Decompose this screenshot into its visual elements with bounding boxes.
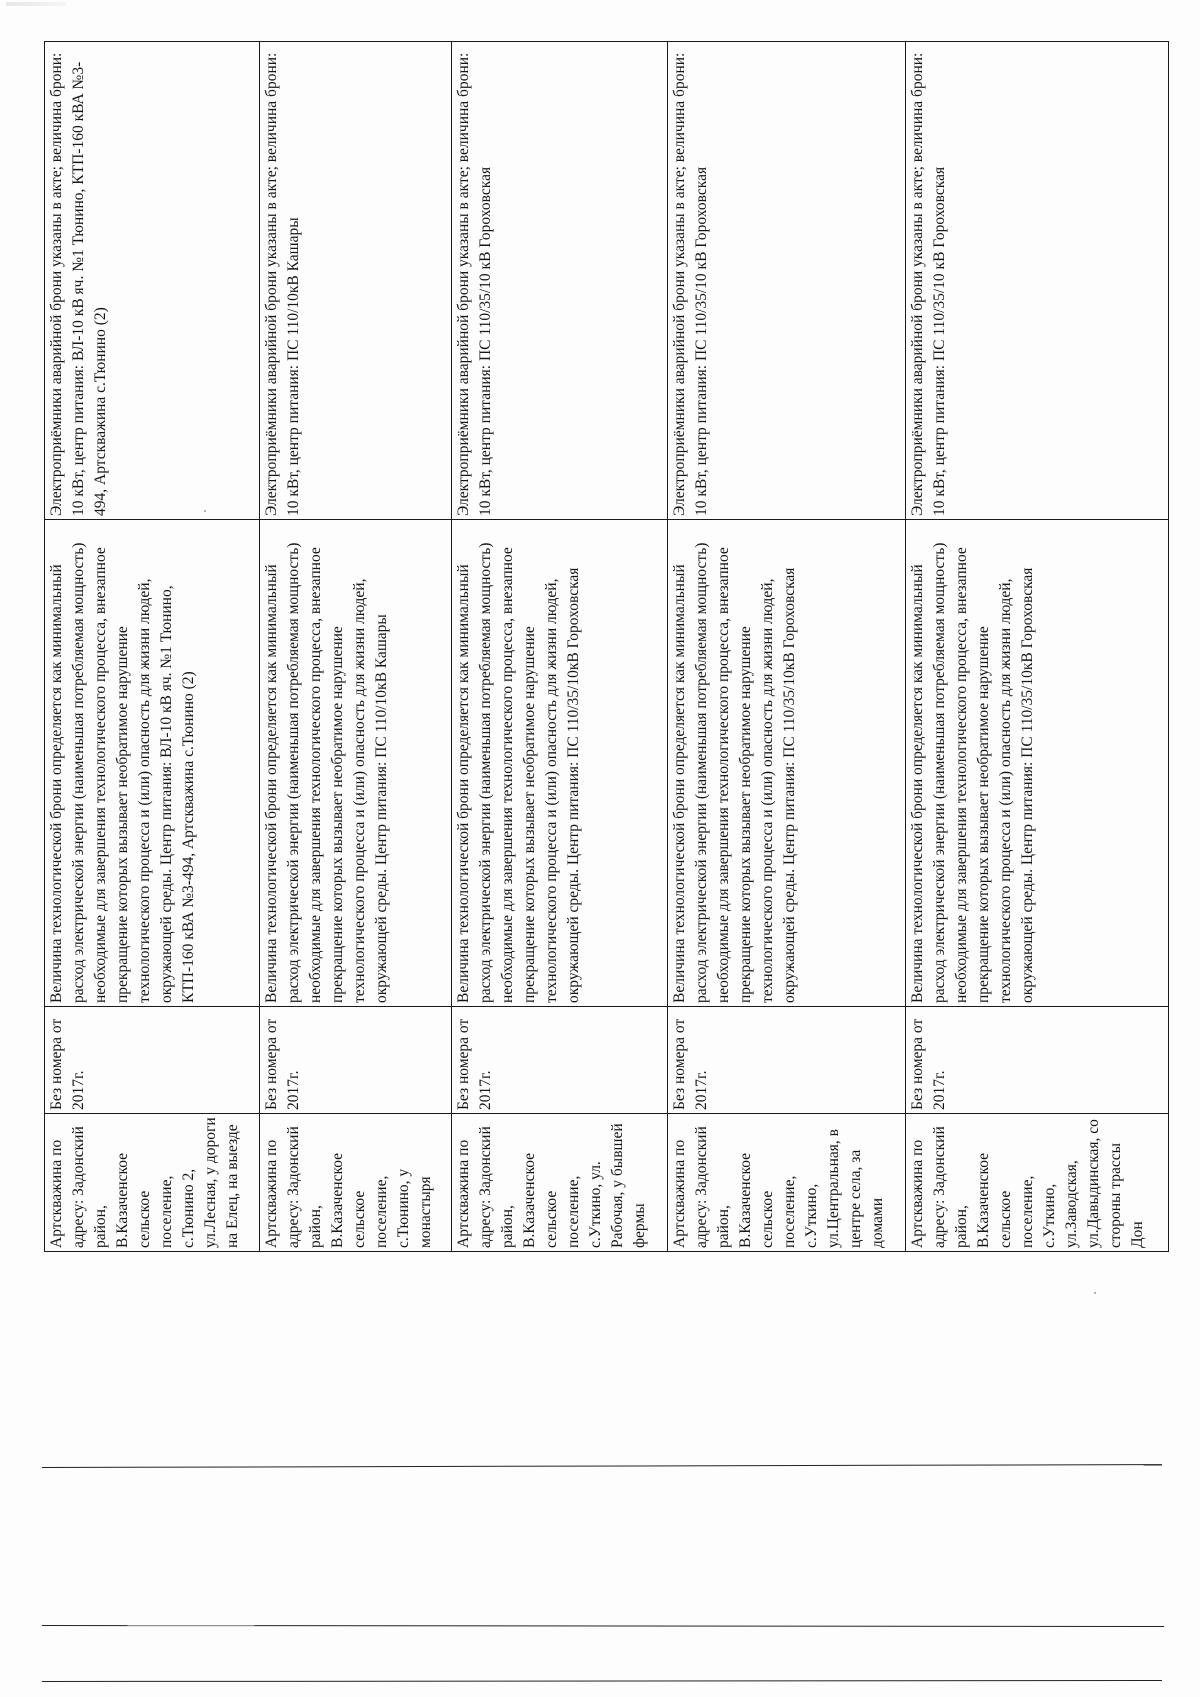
electric-cell: Электроприёмники аварийной брони указаны в акте; величина брони: 10 кВт, центр питания: ВЛ-10 кВ яч. №1 Тюнино, КТП-160 кВА №3-494, Артскважина с.Тюнино (2): [45, 42, 260, 520]
act-cell: Без номера от 2017г.: [667, 1007, 906, 1114]
description-cell: Величина технологической брони определяется как минимальный расход электрической энергии (наименьшая потребляемая мощность) необходимые для завершения технологического процесса, внезапное прекращение которых вызывает необратимое нарушение технологического процесса и (или) опасность для жизни людей, окружающей среды. Центр питания: ПС 110/35/10кВ Гороховская: [667, 520, 906, 1007]
description-cell: Величина технологической брони определяется как минимальный расход электрической энергии (наименьшая потребляемая мощность) необходимые для завершения технологического процесса, внезапное прекращение которых вызывает необратимое нарушение технологического процесса и (или) опасность для жизни людей, окружающей среды. Центр питания: ПС 110/35/10кВ Гороховская: [906, 520, 1169, 1007]
table-row: [906, 42, 1169, 1252]
electric-cell: Электроприёмники аварийной брони указаны в акте; величина брони: 10 кВт, центр питания: ПС 110/35/10 кВ Гороховская: [452, 42, 667, 520]
electric-cell: Электроприёмники аварийной брони указаны в акте; величина брони: 10 кВт, центр питания: ПС 110/35/10 кВ Гороховская: [906, 42, 1169, 520]
horizontal-rule: [42, 1625, 1164, 1627]
act-cell: Без номера от 2017г.: [906, 1007, 1169, 1114]
address-cell: Артскважина по адресу: Задонский район, В.Казаченское сельское поселение, с.Тюнино, у монастыря: [260, 1114, 452, 1252]
rotated-table-container: [44, 42, 1169, 1252]
act-cell: Без номера от 2017г.: [260, 1007, 452, 1114]
address-cell: Артскважина по адресу: Задонский район, В.Казаченское сельское поселение, с.Тюнино 2, ул.Лесная, у дороги на Елец, на выезде: [45, 1114, 260, 1252]
description-cell: Величина технологической брони определяется как минимальный расход электрической энергии (наименьшая потребляемая мощность) необходимые для завершения технологического процесса, внезапное прекращение которых вызывает необратимое нарушение технологического процесса и (или) опасность для жизни людей, окружающей среды. Центр питания: ВЛ-10 кВ яч. №1 Тюнино, КТП-160 кВА №3-494, Артскважина с.Тюнино (2): [45, 520, 260, 1007]
act-cell: Без номера от 2017г.: [45, 1007, 260, 1114]
table-row: [260, 42, 452, 1252]
act-cell: Без номера от 2017г.: [452, 1007, 667, 1114]
scan-artifact: [6, 2, 66, 6]
table-row: [45, 42, 260, 1252]
scan-speck: [204, 510, 206, 512]
table-row: [452, 42, 667, 1252]
electric-cell: Электроприёмники аварийной брони указаны в акте; величина брони: 10 кВт, центр питания: ПС 110/10кВ Кашары: [260, 42, 452, 520]
address-cell: Артскважина по адресу: Задонский район, В.Казаченское сельское поселение, с.Уткино, ул.Заводская, ул.Давыдинская, со стороны трассы Дон: [906, 1114, 1169, 1252]
emergency-reserve-table: [44, 41, 1169, 1252]
description-cell: Величина технологической брони определяется как минимальный расход электрической энергии (наименьшая потребляемая мощность) необходимые для завершения технологического процесса, внезапное прекращение которых вызывает необратимое нарушение технологического процесса и (или) опасность для жизни людей, окружающей среды. Центр питания: ПС 110/10кВ Кашары: [260, 520, 452, 1007]
address-cell: Артскважина по адресу: Задонский район, В.Казаченское сельское поселение, с.Уткино, ул.Центральная, в центре села, за домами: [667, 1114, 906, 1252]
electric-cell: Электроприёмники аварийной брони указаны в акте; величина брони: 10 кВт, центр питания: ПС 110/35/10 кВ Гороховская: [667, 42, 906, 520]
horizontal-rule: [42, 1464, 1162, 1468]
address-cell: Артскважина по адресу: Задонский район, В.Казаченское сельское поселение, с.Уткино, ул. Рабочая, у бывшей фермы: [452, 1114, 667, 1252]
table-row: [667, 42, 906, 1252]
description-cell: Величина технологической брони определяется как минимальный расход электрической энергии (наименьшая потребляемая мощность) необходимые для завершения технологического процесса, внезапное прекращение которых вызывает необратимое нарушение технологического процесса и (или) опасность для жизни людей, окружающей среды. Центр питания: ПС 110/35/10кВ Гороховская: [452, 520, 667, 1007]
horizontal-rule: [42, 1680, 1162, 1682]
scan-speck: [1094, 1292, 1096, 1294]
